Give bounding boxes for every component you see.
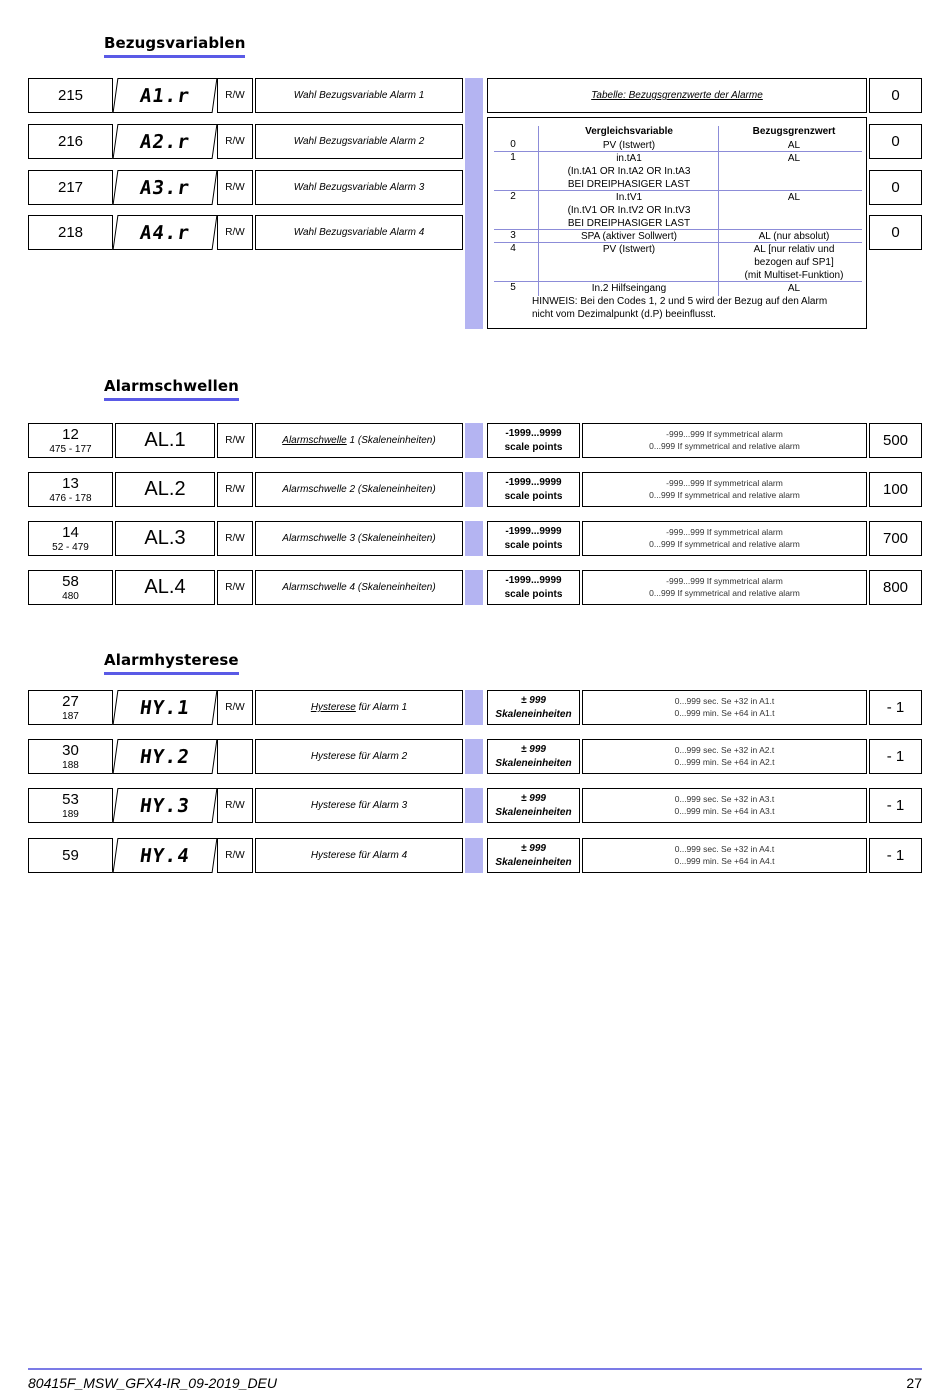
param-mnemonic: A3.r (113, 170, 218, 205)
param-code: 12 475 - 177 (28, 423, 113, 458)
section-accent-bar (465, 423, 483, 458)
param-mnemonic: A2.r (113, 124, 218, 159)
param-range: -1999...9999 scale points (487, 521, 580, 556)
param-range: ± 999 Skaleneinheiten (487, 690, 580, 725)
param-code: 58 480 (28, 570, 113, 605)
section-title-alarmhysterese: Alarmhysterese (104, 651, 239, 675)
table-variable: SPA (aktiver Sollwert) (581, 231, 677, 242)
table-code: 3 (510, 230, 516, 241)
param-description: Wahl Bezugsvariable Alarm 4 (255, 215, 463, 250)
param-code: 53 189 (28, 788, 113, 823)
table-variable: PV (Istwert) (602, 140, 656, 151)
table-limit: AL (787, 283, 801, 294)
table-header-limit: Bezugsgrenzwert (752, 126, 836, 137)
reference-limits-table (487, 117, 867, 329)
param-description: Alarmschwelle 2 (Skaleneinheiten) (255, 472, 463, 507)
footer-document-id: 80415F_MSW_GFX4-IR_09-2019_DEU (28, 1375, 278, 1391)
param-default: 700 (869, 521, 922, 556)
param-note: -999...999 If symmetrical alarm 0...999 If symmetrical and relative alarm (582, 521, 867, 556)
param-default: - 1 (869, 788, 922, 823)
param-description: Hysterese für Alarm 3 (255, 788, 463, 823)
param-mnemonic: HY.3 (113, 788, 218, 823)
param-default: - 1 (869, 739, 922, 774)
param-mnemonic: HY.4 (113, 838, 218, 873)
param-note: 0...999 sec. Se +32 in A1.t 0...999 min. Se +64 in A1.t (582, 690, 867, 725)
param-mnemonic: AL.3 (115, 521, 215, 556)
param-default: 100 (869, 472, 922, 507)
param-default: 0 (869, 124, 922, 159)
footer-divider (28, 1368, 922, 1370)
param-access: R/W (217, 570, 253, 605)
param-description: Alarmschwelle 1 (Skaleneinheiten) (255, 423, 463, 458)
param-default: 0 (869, 215, 922, 250)
param-mnemonic: A1.r (113, 78, 218, 113)
table-variable: PV (Istwert) (602, 244, 656, 255)
param-note: 0...999 sec. Se +32 in A4.t 0...999 min. Se +64 in A4.t (582, 838, 867, 873)
param-mnemonic: A4.r (113, 215, 218, 250)
param-note: 0...999 sec. Se +32 in A2.t 0...999 min. Se +64 in A2.t (582, 739, 867, 774)
table-code: 4 (510, 243, 516, 254)
param-code: 14 52 - 479 (28, 521, 113, 556)
param-access: R/W (217, 788, 253, 823)
table-code: 2 (510, 191, 516, 202)
param-description: Wahl Bezugsvariable Alarm 3 (255, 170, 463, 205)
param-code: 218 (28, 215, 113, 250)
param-range: ± 999 Skaleneinheiten (487, 739, 580, 774)
param-code: 30 188 (28, 739, 113, 774)
param-note: -999...999 If symmetrical alarm 0...999 If symmetrical and relative alarm (582, 472, 867, 507)
param-code: 59 (28, 838, 113, 873)
section-accent-bar (465, 570, 483, 605)
param-access: R/W (217, 124, 253, 159)
param-description: Alarmschwelle 4 (Skaleneinheiten) (255, 570, 463, 605)
section-title-alarmschwellen: Alarmschwellen (104, 377, 239, 401)
section-accent-bar (465, 521, 483, 556)
param-access: R/W (217, 215, 253, 250)
section-accent-bar (465, 838, 483, 873)
table-hint: HINWEIS: Bei den Codes 1, 2 und 5 wird der Bezug auf den Alarm nicht vom Dezimalpunkt (d.P) beeinflusst. (532, 296, 828, 320)
param-range: -1999...9999 scale points (487, 570, 580, 605)
param-code: 215 (28, 78, 113, 113)
reference-table-title: Tabelle: Bezugsgrenzwerte der Alarme (487, 78, 867, 113)
param-range: ± 999 Skaleneinheiten (487, 838, 580, 873)
table-code: 1 (510, 152, 516, 163)
param-code: 216 (28, 124, 113, 159)
table-limit: AL (787, 153, 801, 164)
param-description: Wahl Bezugsvariable Alarm 1 (255, 78, 463, 113)
section-title-bezugsvariablen: Bezugsvariablen (104, 34, 245, 58)
param-access: R/W (217, 78, 253, 113)
param-code: 217 (28, 170, 113, 205)
param-description: Alarmschwelle 3 (Skaleneinheiten) (255, 521, 463, 556)
table-limit: AL [nur relativ und bezogen auf SP1] (mit Multiset-Funktion) (744, 244, 844, 281)
table-variable: In.2 Hilfseingang (591, 283, 667, 294)
param-access: R/W (217, 423, 253, 458)
table-limit: AL (787, 192, 801, 203)
param-note: -999...999 If symmetrical alarm 0...999 If symmetrical and relative alarm (582, 423, 867, 458)
table-variable: In.tV1 (In.tV1 OR In.tV2 OR In.tV3 BEI DREIPHASIGER LAST (567, 192, 691, 229)
param-mnemonic: HY.2 (113, 739, 218, 774)
param-description: Hysterese für Alarm 4 (255, 838, 463, 873)
table-code: 0 (510, 139, 516, 150)
param-mnemonic: AL.4 (115, 570, 215, 605)
param-access: R/W (217, 170, 253, 205)
param-access: R/W (217, 472, 253, 507)
param-default: 800 (869, 570, 922, 605)
section-accent-bar (465, 739, 483, 774)
param-access: R/W (217, 690, 253, 725)
param-mnemonic: HY.1 (113, 690, 218, 725)
param-code: 13 476 - 178 (28, 472, 113, 507)
param-code: 27 187 (28, 690, 113, 725)
section-accent-bar (465, 472, 483, 507)
param-note: -999...999 If symmetrical alarm 0...999 If symmetrical and relative alarm (582, 570, 867, 605)
section-accent-bar (465, 78, 483, 329)
param-default: - 1 (869, 690, 922, 725)
table-limit: AL (787, 140, 801, 151)
param-access (217, 739, 253, 774)
param-range: -1999...9999 scale points (487, 472, 580, 507)
page-number: 27 (906, 1375, 922, 1391)
param-description: Hysterese für Alarm 2 (255, 739, 463, 774)
table-variable: in.tA1 (In.tA1 OR In.tA2 OR In.tA3 BEI DREIPHASIGER LAST (567, 153, 691, 190)
param-mnemonic: AL.2 (115, 472, 215, 507)
param-range: ± 999 Skaleneinheiten (487, 788, 580, 823)
param-default: 0 (869, 170, 922, 205)
param-default: 500 (869, 423, 922, 458)
param-default: 0 (869, 78, 922, 113)
table-code: 5 (510, 282, 516, 293)
param-note: 0...999 sec. Se +32 in A3.t 0...999 min. Se +64 in A3.t (582, 788, 867, 823)
param-access: R/W (217, 521, 253, 556)
param-access: R/W (217, 838, 253, 873)
table-header-variable: Vergleichsvariable (585, 126, 673, 137)
param-description: Hysterese für Alarm 1 (255, 690, 463, 725)
param-range: -1999...9999 scale points (487, 423, 580, 458)
param-description: Wahl Bezugsvariable Alarm 2 (255, 124, 463, 159)
param-default: - 1 (869, 838, 922, 873)
section-accent-bar (465, 788, 483, 823)
param-mnemonic: AL.1 (115, 423, 215, 458)
table-limit: AL (nur absolut) (758, 231, 830, 242)
section-accent-bar (465, 690, 483, 725)
